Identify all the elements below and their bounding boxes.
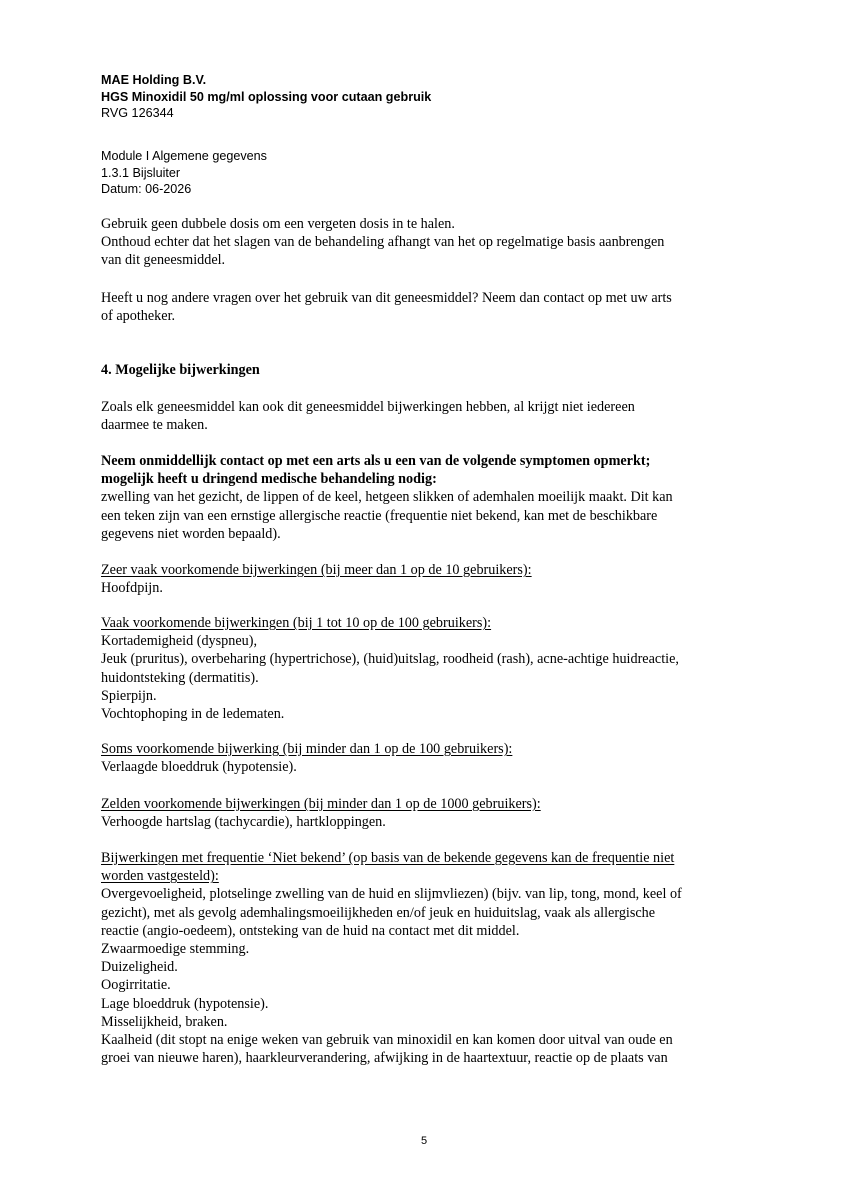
list-item: gezicht), met als gevolg ademhalingsmoeilijkheden en/of jeuk en huiduitslag, vaak als allergische xyxy=(101,904,656,921)
list-item: Lage bloeddruk (hypotensie). xyxy=(101,995,269,1012)
text-line: een teken zijn van een ernstige allergische reactie (frequentie niet bekend, kan met de beschikbare xyxy=(101,507,658,524)
rvg-number: RVG 126344 xyxy=(101,106,174,120)
rare-side-effects xyxy=(101,795,541,831)
text-line: gegevens niet worden bepaald). xyxy=(101,525,281,542)
list-item: Jeuk (pruritus), overbeharing (hypertrichose), (huid)uitslag, roodheid (rash), acne-achtige huidreactie, xyxy=(101,651,679,668)
very-common-side-effects xyxy=(101,561,532,597)
module-label: Module I Algemene gegevens xyxy=(101,149,267,163)
text-line: Heeft u nog andere vragen over het gebruik van dit geneesmiddel? Neem dan contact op met uw arts xyxy=(101,290,672,306)
list-item: huidontsteking (dermatitis). xyxy=(101,669,259,686)
list-item: Overgevoeligheid, plotselinge zwelling van de huid en slijmvliezen) (bijv. van lip, tong, mond, keel of xyxy=(101,886,682,903)
frequency-title: Bijwerkingen met frequentie ‘Niet bekend’ (op basis van de bekende gegevens kan de frequentie niet xyxy=(101,850,675,866)
uncommon-side-effects xyxy=(101,740,512,776)
text-line: of apotheker. xyxy=(101,308,176,325)
page-number: 5 xyxy=(420,1135,428,1147)
intro-paragraph-2 xyxy=(101,289,672,325)
text-line: Zoals elk geneesmiddel kan ook dit geneesmiddel bijwerkingen hebben, al krijgt niet iedereen xyxy=(101,399,635,415)
list-item: Spierpijn. xyxy=(101,687,157,704)
list-item: Kaalheid (dit stopt na enige weken van gebruik van minoxidil en kan komen door uitval van oude en xyxy=(101,1032,673,1049)
product-name: HGS Minoxidil 50 mg/ml oplossing voor cutaan gebruik xyxy=(101,89,432,104)
text-line: Gebruik geen dubbele dosis om een vergeten dosis in te halen. xyxy=(101,216,455,232)
document-header xyxy=(101,72,431,122)
warning-bold-line: mogelijk heeft u dringend medische behandeling nodig: xyxy=(101,471,437,488)
document-date: Datum: 06-2026 xyxy=(101,182,192,196)
list-item: Hoofdpijn. xyxy=(101,580,163,597)
list-item: reactie (angio-oedeem), ontsteking van de huid na contact met dit middel. xyxy=(101,922,520,939)
list-item: Verlaagde bloeddruk (hypotensie). xyxy=(101,759,297,776)
common-side-effects xyxy=(101,614,679,723)
text-line: van dit geneesmiddel. xyxy=(101,252,226,269)
text-line: zwelling van het gezicht, de lippen of de keel, hetgeen slikken of ademhalen moeilijk maakt. Dit kan xyxy=(101,489,673,506)
intro-paragraph-1 xyxy=(101,215,664,270)
frequency-title: Zelden voorkomende bijwerkingen (bij minder dan 1 op de 1000 gebruikers): xyxy=(101,796,541,812)
list-item: groei van nieuwe haren), haarkleurverandering, afwijking in de haartextuur, reactie op de plaats van xyxy=(101,1050,668,1067)
company-name: MAE Holding B.V. xyxy=(101,73,207,87)
frequency-title: Soms voorkomende bijwerking (bij minder dan 1 op de 100 gebruikers): xyxy=(101,741,513,757)
warning-bold-line: Neem onmiddellijk contact op met een arts als u een van de volgende symptomen opmerkt; xyxy=(101,453,651,469)
list-item: Misselijkheid, braken. xyxy=(101,1013,228,1030)
list-item: Zwaarmoedige stemming. xyxy=(101,941,250,958)
frequency-title: Vaak voorkomende bijwerkingen (bij 1 tot 10 op de 100 gebruikers): xyxy=(101,615,492,631)
frequency-title: Zeer vaak voorkomende bijwerkingen (bij meer dan 1 op de 10 gebruikers): xyxy=(101,562,532,578)
list-item: Oogirritatie. xyxy=(101,977,171,994)
list-item: Verhoogde hartslag (tachycardie), hartkloppingen. xyxy=(101,814,386,831)
frequency-title: worden vastgesteld): xyxy=(101,868,219,885)
list-item: Duizeligheid. xyxy=(101,959,178,976)
urgent-warning xyxy=(101,452,673,543)
section-label: 1.3.1 Bijsluiter xyxy=(101,165,181,180)
text-line: Onthoud echter dat het slagen van de behandeling afhangt van het op regelmatige basis aanbrengen xyxy=(101,234,665,251)
text-line: daarmee te maken. xyxy=(101,417,208,434)
list-item: Kortademigheid (dyspneu), xyxy=(101,633,258,650)
section-heading: 4. Mogelijke bijwerkingen xyxy=(101,362,260,378)
module-info xyxy=(101,148,267,198)
list-item: Vochtophoping in de ledematen. xyxy=(101,706,285,723)
section-intro xyxy=(101,398,635,434)
unknown-frequency-side-effects xyxy=(101,849,682,1067)
